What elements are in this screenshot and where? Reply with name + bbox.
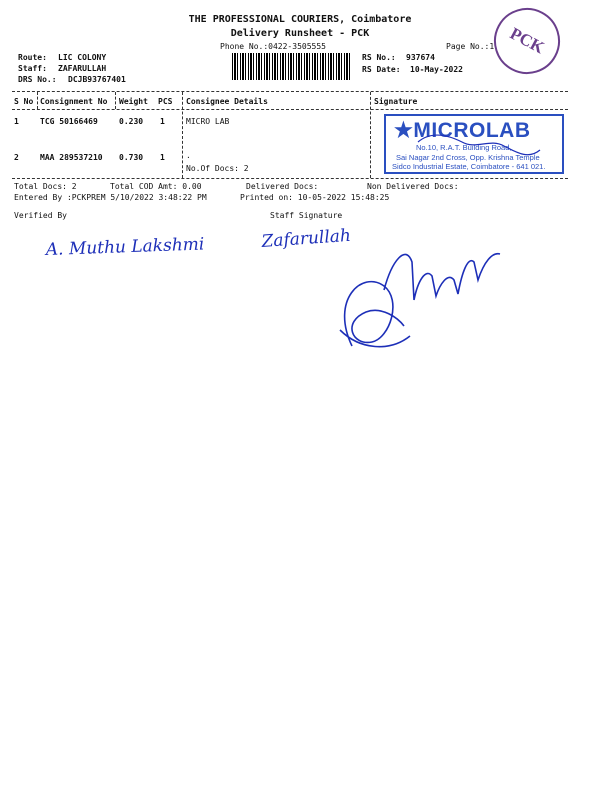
delivered-docs: Delivered Docs: — [246, 182, 319, 191]
stamp-address-line1: No.10, R.A.T. Building Road, — [416, 143, 512, 152]
row-consignee: . — [186, 151, 191, 160]
non-delivered-docs: Non Delivered Docs: — [367, 182, 459, 191]
receiver-signature — [340, 254, 500, 347]
col-header-sno: S No — [14, 97, 34, 106]
col-header-consignee: Consignee Details — [186, 97, 268, 106]
company-title: THE PROFESSIONAL COURIERS, Coimbatore — [188, 14, 412, 25]
row-consignment: TCG 50166469 — [40, 117, 98, 126]
stamp-name: ★MICROLAB — [394, 119, 531, 142]
staff-value: ZAFARULLAH — [58, 64, 107, 73]
rs-date-label: RS Date: — [362, 65, 401, 74]
printed-on: Printed on: 10-05-2022 15:48:25 — [240, 193, 390, 202]
row-pcs: 1 — [160, 117, 165, 126]
total-docs: Total Docs: 2 — [14, 182, 77, 191]
delivery-signature-scribble — [418, 135, 540, 155]
drs-label: DRS No.: — [18, 75, 57, 84]
route-label: Route: — [18, 53, 47, 62]
col-header-signature: Signature — [374, 97, 418, 106]
row-pcs: 1 — [160, 153, 165, 162]
col-header-pcs: PCS — [158, 97, 173, 106]
rs-date-value: 10-May-2022 — [410, 65, 463, 74]
row-consignee: MICRO LAB — [186, 117, 230, 126]
route-value: LIC COLONY — [58, 53, 107, 62]
stamp-address-line3: Sidco Industrial Estate, Coimbatore - 641 021. — [392, 162, 546, 171]
verified-by-label: Verified By — [14, 211, 67, 220]
verifier-signature: A. Muthu Lakshmi — [45, 234, 205, 260]
phone-number: Phone No.:0422-3505555 — [220, 42, 326, 51]
staff-handwritten-signature: Zafarullah — [260, 225, 352, 252]
runsheet-title: Delivery Runsheet - PCK — [230, 28, 370, 39]
pck-stamp: PCK — [482, 0, 571, 86]
stamp-address-line2: Sai Nagar 2nd Cross, Opp. Krishna Temple — [396, 153, 540, 162]
staff-label: Staff: — [18, 64, 47, 73]
row-sno: 2 — [14, 153, 19, 162]
row-weight: 0.230 — [119, 117, 144, 126]
row-sno: 1 — [14, 117, 19, 126]
staff-signature-label: Staff Signature — [270, 211, 343, 220]
page-number: Page No.:1 — [446, 42, 495, 51]
col-header-weight: Weight — [119, 97, 148, 106]
entered-by: Entered By :PCKPREM 5/10/2022 3:48:22 PM — [14, 193, 207, 202]
rs-no-label: RS No.: — [362, 53, 396, 62]
drs-value: DCJB93767401 — [68, 75, 126, 84]
rs-no-value: 937674 — [406, 53, 435, 62]
row-consignment: MAA 289537210 — [40, 153, 103, 162]
row-weight: 0.730 — [119, 153, 144, 162]
col-header-consignment: Consignment No — [40, 97, 108, 106]
row-docs-count: No.Of Docs: 2 — [186, 164, 249, 173]
total-cod: Total COD Amt: 0.00 — [110, 182, 202, 191]
